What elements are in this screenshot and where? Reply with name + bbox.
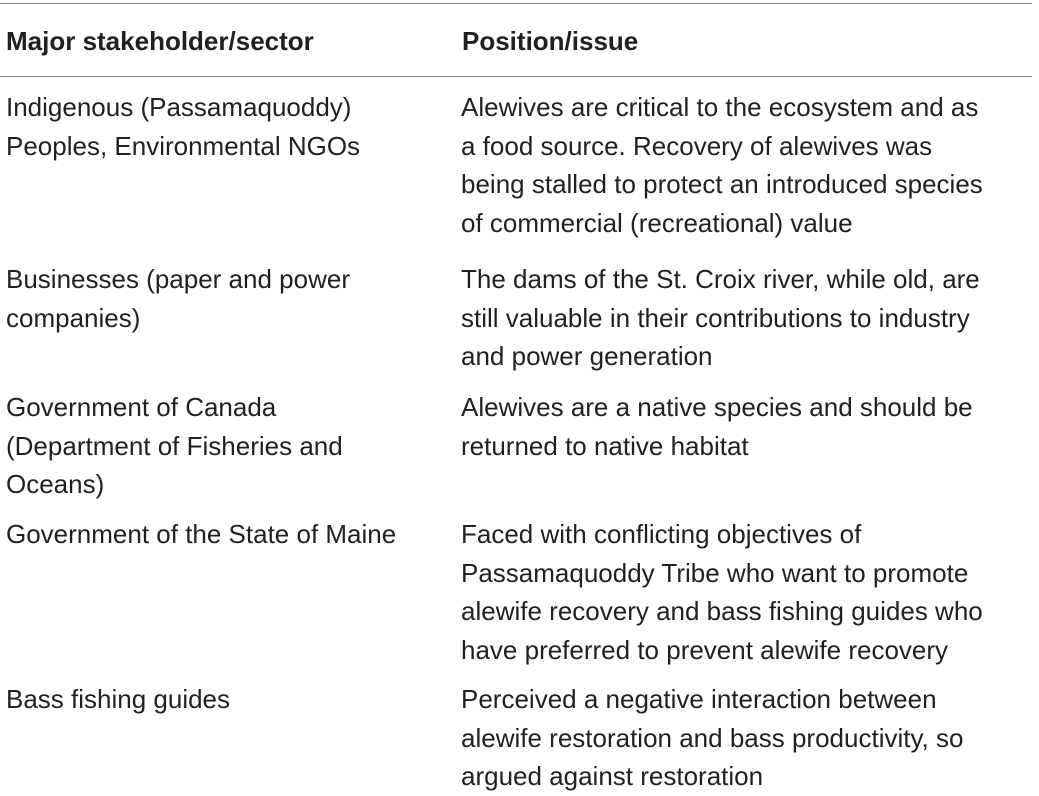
table-header-rule [0,76,1032,77]
header-stakeholder: Major stakeholder/sector [6,26,314,56]
position-cell: The dams of the St. Croix river, while old, are still valuable in their contributions to industry and power generation [461,264,980,371]
header-position: Position/issue [462,26,639,56]
stakeholder-cell: Indigenous (Passamaquoddy) Peoples, Environmental NGOs [6,92,361,161]
stakeholder-cell: Businesses (paper and power companies) [6,264,350,333]
position-cell: Alewives are critical to the ecosystem and as a food source. Recovery of alewives was being stalled to protect an introduced species of commercial (recreational) value [461,92,983,238]
stakeholder-cell: Government of the State of Maine [6,519,397,549]
stakeholder-cell: Bass fishing guides [6,684,231,714]
table-top-rule [0,3,1032,4]
table-header-row [0,22,1039,62]
position-cell: Faced with conflicting objectives of Passamaquoddy Tribe who want to promote alewife recovery and bass fishing guides who have preferred to prevent alewife recovery [461,519,983,665]
position-cell: Perceived a negative interaction between alewife restoration and bass productivity, so argued against restoration [461,684,964,791]
stakeholder-cell: Government of Canada (Department of Fisheries and Oceans) [6,392,343,499]
position-cell: Alewives are a native species and should be returned to native habitat [461,392,973,461]
